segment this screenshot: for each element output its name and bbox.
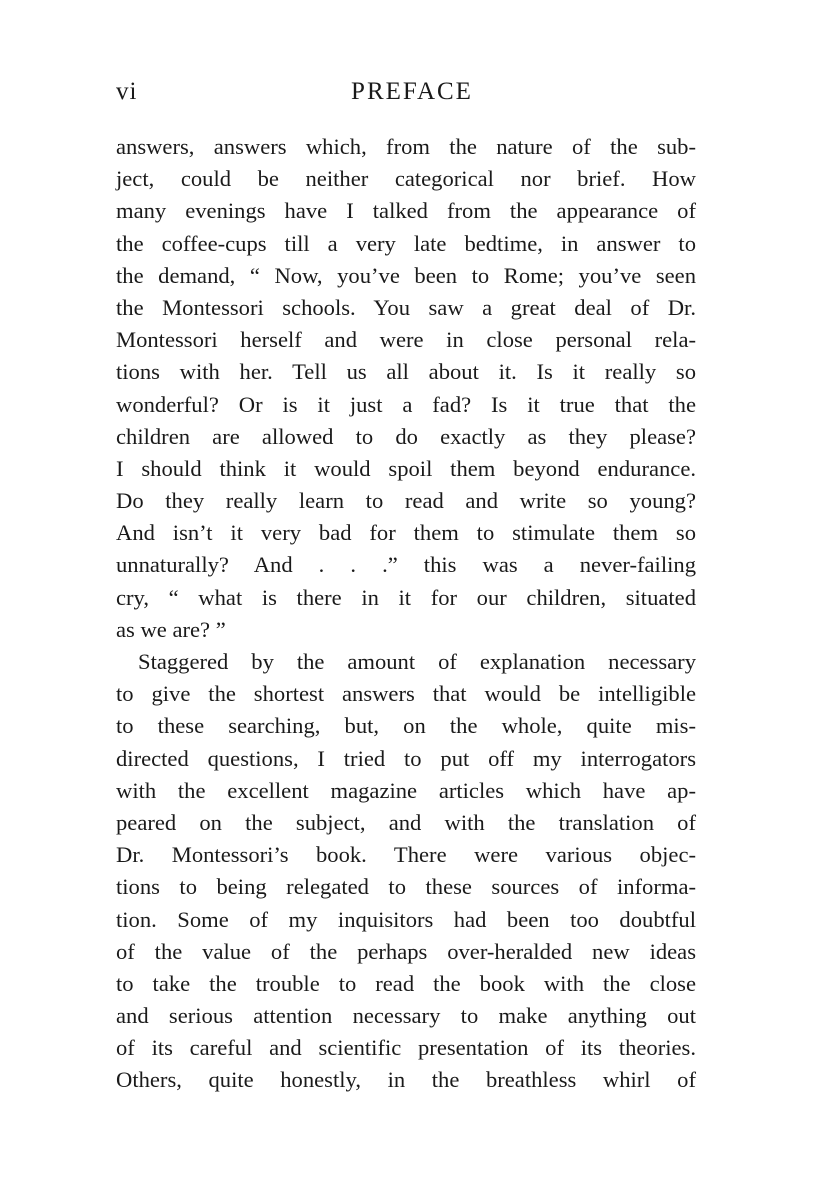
text-line: peared on the subject, and with the translation of: [116, 809, 696, 835]
paragraph-2: [116, 646, 696, 1097]
running-head: [116, 78, 696, 114]
text-line: the demand, “ Now, you’ve been to Rome; you’ve seen: [116, 262, 696, 288]
text-line: tions to being relegated to these sources of informa-: [116, 874, 696, 900]
body-text: [116, 131, 696, 1097]
text-line: cry, “ what is there in it for our children, situated: [116, 584, 696, 610]
text-line: Montessori herself and were in close personal rela-: [116, 327, 696, 353]
text-line: Dr. Montessori’s book. There were various objec-: [116, 842, 696, 868]
running-title: PREFACE: [351, 78, 473, 105]
paragraph-1: [116, 131, 696, 646]
text-line: I should think it would spoil them beyond endurance.: [116, 455, 696, 481]
page-number: vi: [116, 78, 138, 105]
text-line: many evenings have I talked from the appearance of: [116, 198, 696, 224]
text-line: answers, answers which, from the nature of the sub-: [116, 134, 696, 159]
text-line: ject, could be neither categorical nor brief. How: [116, 166, 696, 192]
text-line: unnaturally? And . . .” this was a never-failing: [116, 552, 696, 578]
text-line: tions with her. Tell us all about it. Is it really so: [116, 359, 696, 385]
text-line: to give the shortest answers that would be intelligible: [116, 681, 696, 707]
text-line: to take the trouble to read the book with the close: [116, 970, 696, 996]
text-line: of its careful and scientific presentation of its theories.: [116, 1035, 696, 1061]
text-line: wonderful? Or is it just a fad? Is it true that the: [116, 391, 696, 417]
text-line: Others, quite honestly, in the breathless whirl of: [116, 1067, 696, 1093]
text-line: with the excellent magazine articles which have ap-: [116, 777, 696, 803]
text-line: the Montessori schools. You saw a great deal of Dr.: [116, 294, 696, 320]
text-line: And isn’t it very bad for them to stimulate them so: [116, 520, 696, 546]
text-line: and serious attention necessary to make anything out: [116, 1003, 696, 1029]
text-line: the coffee-cups till a very late bedtime, in answer to: [116, 230, 696, 256]
text-line: Staggered by the amount of explanation necessary: [138, 649, 696, 674]
text-line: tion. Some of my inquisitors had been too doubtful: [116, 906, 696, 932]
text-line: of the value of the perhaps over-heralded new ideas: [116, 938, 696, 964]
text-line: as we are? ”: [116, 616, 226, 642]
text-line: to these searching, but, on the whole, quite mis-: [116, 713, 696, 739]
text-line: Do they really learn to read and write so young?: [116, 488, 696, 514]
text-line: children are allowed to do exactly as they please?: [116, 423, 696, 449]
text-line: directed questions, I tried to put off my interrogators: [116, 745, 696, 771]
